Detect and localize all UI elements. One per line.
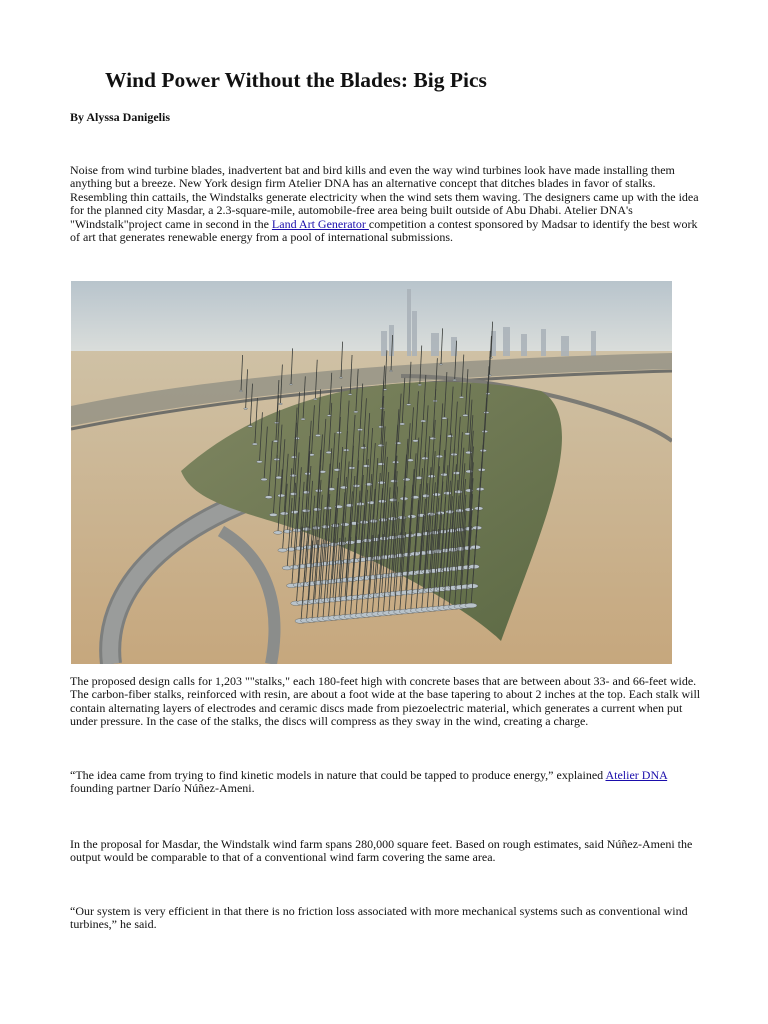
paragraph-efficiency: “Our system is very efficient in that there is no friction loss associated with more mechanical systems such as conventional wind turbines,” he said. xyxy=(70,904,688,932)
windstalk-rendering-image xyxy=(71,281,672,664)
article-title: Wind Power Without the Blades: Big Pics xyxy=(105,68,487,92)
paragraph-quote xyxy=(70,769,705,796)
windstalk-field-illustration xyxy=(71,281,672,664)
paragraph-intro-text-1: Noise from wind turbine blades, inadvertent bat and bird kills and even the way wind turbines look have made installing them anything but a breeze. New York design firm Atelier DNA has an alternative concept that ditches blades in favor of stalks. Resembling thin cattails, the Windstalks generate electricity when the wind sets them waving. The designers came up with the idea for the planned city Masdar, a 2.3-square-mile, automobile-free area being built outside of Abu Dhabi. Atelier DNA's "Windstalk"project came in second in the xyxy=(70,163,699,231)
paragraph-intro-text-2: competition a contest sponsored by Madsar to identify the best work of art that generates renewable energy from a pool of international submissions. xyxy=(70,216,698,245)
paragraph-proposal: In the proposal for Masdar, the Windstalk wind farm spans 280,000 square feet. Based on rough estimates, said Núñez-Ameni the output would be comparable to that of a conventional wind farm covering the same area. xyxy=(70,837,693,865)
byline: By Alyssa Danigelis xyxy=(70,110,171,124)
paragraph-quote-text-2: founding partner Darío Núñez-Ameni. xyxy=(70,781,255,796)
atelier-dna-link[interactable]: Atelier DNA xyxy=(605,768,668,782)
paragraph-design: The proposed design calls for 1,203 ""stalks," each 180-feet high with concrete bases that are between about 33- and 66-feet wide. The carbon-fiber stalks, reinforced with resin, are about a foot wide at the base tapering to about 2 inches at the top. Each stalk will contain alternating layers of electrodes and ceramic discs made from piezoelectric material, which generates a current when put under pressure. In the case of the stalks, the discs will compress as they sway in the wind, creating a charge. xyxy=(70,674,701,729)
land-art-generator-link[interactable]: Land Art Generator xyxy=(271,216,369,231)
paragraph-intro xyxy=(70,164,705,244)
paragraph-quote-text-1: “The idea came from trying to find kinetic models in nature that could be tapped to produce energy,” explained xyxy=(70,768,606,782)
